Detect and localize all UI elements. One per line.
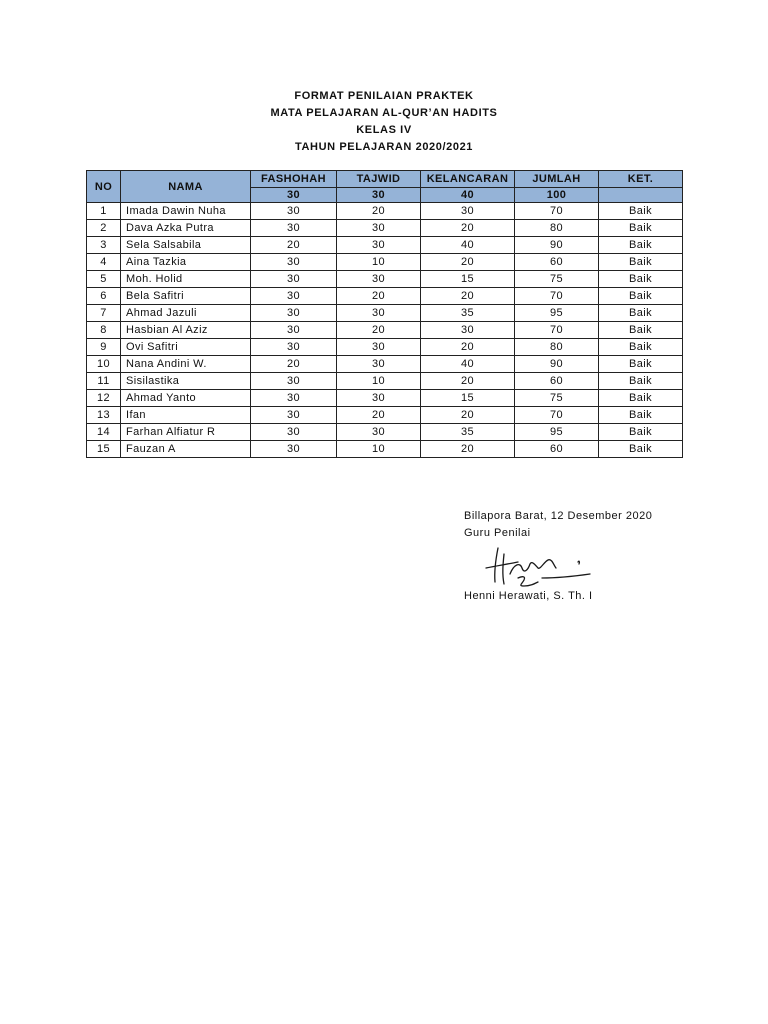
- cell-fashohah: 30: [251, 424, 337, 441]
- cell-kelancaran: 20: [421, 339, 515, 356]
- cell-jumlah: 90: [515, 237, 599, 254]
- cell-tajwid: 30: [337, 339, 421, 356]
- cell-nama: Fauzan A: [121, 441, 251, 458]
- max-kelancaran: 40: [421, 188, 515, 203]
- cell-tajwid: 20: [337, 203, 421, 220]
- cell-ket: Baik: [599, 288, 683, 305]
- cell-tajwid: 10: [337, 373, 421, 390]
- header-ket: KET.: [599, 171, 683, 188]
- cell-tajwid: 30: [337, 305, 421, 322]
- cell-jumlah: 95: [515, 424, 599, 441]
- cell-no: 2: [87, 220, 121, 237]
- cell-ket: Baik: [599, 339, 683, 356]
- cell-tajwid: 10: [337, 441, 421, 458]
- cell-kelancaran: 35: [421, 305, 515, 322]
- cell-kelancaran: 30: [421, 203, 515, 220]
- cell-jumlah: 70: [515, 203, 599, 220]
- cell-nama: Farhan Alfiatur R: [121, 424, 251, 441]
- table-header: [87, 171, 683, 203]
- title-line-2: MATA PELAJARAN AL-QUR’AN HADITS: [270, 107, 498, 119]
- header-kelancaran: KELANCARAN: [421, 171, 515, 188]
- cell-no: 7: [87, 305, 121, 322]
- cell-ket: Baik: [599, 237, 683, 254]
- cell-ket: Baik: [599, 441, 683, 458]
- cell-jumlah: 70: [515, 288, 599, 305]
- cell-kelancaran: 40: [421, 356, 515, 373]
- header-no: NO: [87, 171, 121, 203]
- cell-kelancaran: 20: [421, 441, 515, 458]
- grade-table: [86, 170, 683, 458]
- cell-no: 1: [87, 203, 121, 220]
- cell-jumlah: 90: [515, 356, 599, 373]
- cell-fashohah: 30: [251, 373, 337, 390]
- place-date: Billapora Barat, 12 Desember 2020: [464, 510, 653, 522]
- table-row: [87, 424, 683, 441]
- cell-tajwid: 30: [337, 424, 421, 441]
- title-line-1: FORMAT PENILAIAN PRAKTEK: [294, 90, 474, 102]
- table-row: [87, 271, 683, 288]
- cell-nama: Ahmad Jazuli: [121, 305, 251, 322]
- table-row: [87, 390, 683, 407]
- cell-nama: Sisilastika: [121, 373, 251, 390]
- cell-ket: Baik: [599, 407, 683, 424]
- table-row: [87, 339, 683, 356]
- max-tajwid: 30: [337, 188, 421, 203]
- cell-jumlah: 80: [515, 220, 599, 237]
- cell-ket: Baik: [599, 373, 683, 390]
- cell-kelancaran: 15: [421, 390, 515, 407]
- cell-nama: Sela Salsabila: [121, 237, 251, 254]
- cell-kelancaran: 30: [421, 322, 515, 339]
- table-row: [87, 322, 683, 339]
- cell-nama: Bela Safitri: [121, 288, 251, 305]
- cell-tajwid: 20: [337, 407, 421, 424]
- cell-nama: Nana Andini W.: [121, 356, 251, 373]
- max-fashohah: 30: [251, 188, 337, 203]
- signer-name: Henni Herawati, S. Th. I: [464, 590, 593, 602]
- cell-no: 15: [87, 441, 121, 458]
- cell-jumlah: 60: [515, 373, 599, 390]
- cell-tajwid: 30: [337, 271, 421, 288]
- cell-ket: Baik: [599, 424, 683, 441]
- cell-fashohah: 30: [251, 407, 337, 424]
- header-tajwid: TAJWID: [337, 171, 421, 188]
- cell-ket: Baik: [599, 203, 683, 220]
- table-row: [87, 356, 683, 373]
- table-row: [87, 254, 683, 271]
- cell-jumlah: 60: [515, 254, 599, 271]
- cell-tajwid: 30: [337, 356, 421, 373]
- cell-jumlah: 70: [515, 322, 599, 339]
- cell-ket: Baik: [599, 220, 683, 237]
- table-row: [87, 288, 683, 305]
- cell-kelancaran: 20: [421, 288, 515, 305]
- cell-tajwid: 20: [337, 288, 421, 305]
- cell-no: 9: [87, 339, 121, 356]
- cell-nama: Imada Dawin Nuha: [121, 203, 251, 220]
- title-line-4: TAHUN PELAJARAN 2020/2021: [294, 141, 474, 153]
- cell-fashohah: 30: [251, 441, 337, 458]
- cell-ket: Baik: [599, 254, 683, 271]
- cell-fashohah: 30: [251, 288, 337, 305]
- table-body: [87, 203, 683, 458]
- cell-ket: Baik: [599, 322, 683, 339]
- header-nama: NAMA: [121, 171, 251, 203]
- cell-jumlah: 75: [515, 271, 599, 288]
- cell-no: 14: [87, 424, 121, 441]
- max-jumlah: 100: [515, 188, 599, 203]
- cell-tajwid: 20: [337, 322, 421, 339]
- cell-kelancaran: 20: [421, 407, 515, 424]
- header-jumlah: JUMLAH: [515, 171, 599, 188]
- max-ket: [599, 188, 683, 203]
- cell-no: 8: [87, 322, 121, 339]
- table-row: [87, 203, 683, 220]
- cell-nama: Ovi Safitri: [121, 339, 251, 356]
- cell-jumlah: 95: [515, 305, 599, 322]
- signer-role: Guru Penilai: [464, 527, 531, 539]
- cell-fashohah: 30: [251, 203, 337, 220]
- cell-kelancaran: 15: [421, 271, 515, 288]
- cell-jumlah: 60: [515, 441, 599, 458]
- table-row: [87, 441, 683, 458]
- cell-nama: Hasbian Al Aziz: [121, 322, 251, 339]
- table-row: [87, 237, 683, 254]
- cell-jumlah: 80: [515, 339, 599, 356]
- cell-nama: Ifan: [121, 407, 251, 424]
- table-row: [87, 220, 683, 237]
- cell-fashohah: 20: [251, 356, 337, 373]
- document-title: [0, 88, 768, 156]
- cell-kelancaran: 40: [421, 237, 515, 254]
- cell-tajwid: 30: [337, 390, 421, 407]
- table-row: [87, 373, 683, 390]
- cell-nama: Aina Tazkia: [121, 254, 251, 271]
- cell-tajwid: 10: [337, 254, 421, 271]
- table-row: [87, 407, 683, 424]
- cell-nama: Moh. Holid: [121, 271, 251, 288]
- title-line-3: KELAS IV: [356, 124, 412, 136]
- cell-no: 4: [87, 254, 121, 271]
- cell-fashohah: 30: [251, 220, 337, 237]
- cell-tajwid: 30: [337, 237, 421, 254]
- cell-no: 13: [87, 407, 121, 424]
- cell-fashohah: 20: [251, 237, 337, 254]
- handwritten-signature: [478, 544, 598, 588]
- cell-fashohah: 30: [251, 390, 337, 407]
- cell-no: 11: [87, 373, 121, 390]
- cell-no: 5: [87, 271, 121, 288]
- cell-fashohah: 30: [251, 322, 337, 339]
- cell-ket: Baik: [599, 356, 683, 373]
- cell-ket: Baik: [599, 305, 683, 322]
- cell-nama: Dava Azka Putra: [121, 220, 251, 237]
- cell-jumlah: 70: [515, 407, 599, 424]
- cell-kelancaran: 20: [421, 254, 515, 271]
- cell-ket: Baik: [599, 390, 683, 407]
- cell-no: 6: [87, 288, 121, 305]
- cell-kelancaran: 20: [421, 373, 515, 390]
- cell-tajwid: 30: [337, 220, 421, 237]
- signature-block: [464, 508, 652, 605]
- header-fashohah: FASHOHAH: [251, 171, 337, 188]
- cell-no: 3: [87, 237, 121, 254]
- cell-no: 12: [87, 390, 121, 407]
- cell-kelancaran: 20: [421, 220, 515, 237]
- table-row: [87, 305, 683, 322]
- cell-jumlah: 75: [515, 390, 599, 407]
- cell-nama: Ahmad Yanto: [121, 390, 251, 407]
- cell-ket: Baik: [599, 271, 683, 288]
- cell-fashohah: 30: [251, 254, 337, 271]
- cell-fashohah: 30: [251, 305, 337, 322]
- cell-fashohah: 30: [251, 339, 337, 356]
- cell-kelancaran: 35: [421, 424, 515, 441]
- cell-fashohah: 30: [251, 271, 337, 288]
- cell-no: 10: [87, 356, 121, 373]
